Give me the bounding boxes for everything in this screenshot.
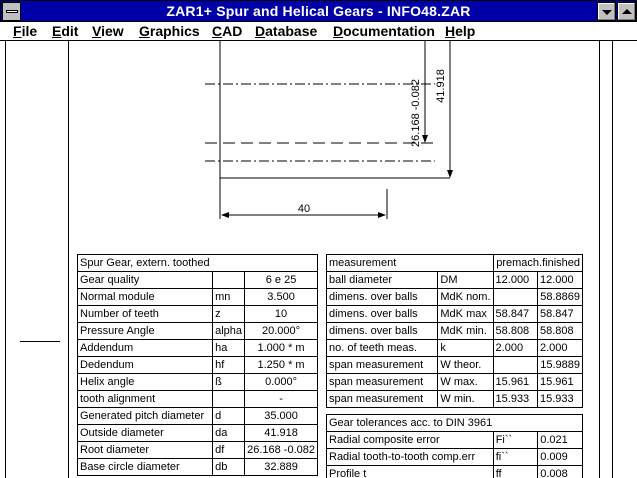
table-cell: 3.500 bbox=[245, 289, 318, 306]
table-cell: 0.008 bbox=[538, 466, 583, 478]
table-cell: MdK max bbox=[438, 306, 493, 323]
table-cell: Pressure Angle bbox=[78, 323, 213, 340]
dim-label-width: 40 bbox=[297, 203, 311, 215]
menu-documentation[interactable]: Documentation bbox=[333, 23, 435, 39]
table-cell bbox=[493, 357, 537, 374]
table-row bbox=[327, 340, 583, 357]
table-cell: MdK min. bbox=[438, 323, 493, 340]
table-cell: 0.009 bbox=[538, 449, 583, 466]
table-row bbox=[327, 415, 583, 432]
table-cell: ß bbox=[213, 374, 245, 391]
table-cell: 15.9889 bbox=[538, 357, 583, 374]
table-cell: 1.250 * m bbox=[245, 357, 318, 374]
table-cell: no. of teeth meas. bbox=[327, 340, 438, 357]
table-row bbox=[327, 374, 583, 391]
table-cell: 1.000 * m bbox=[245, 340, 318, 357]
table-row bbox=[78, 408, 318, 425]
table-cell: 2.000 bbox=[493, 340, 537, 357]
measurement-table bbox=[326, 254, 583, 408]
table-cell: 10 bbox=[245, 306, 318, 323]
table-cell: Gear quality bbox=[78, 272, 213, 289]
table-cell: dimens. over balls bbox=[327, 306, 438, 323]
table-row bbox=[78, 357, 318, 374]
table-cell: span measurement bbox=[327, 374, 438, 391]
table-cell: 2.000 bbox=[538, 340, 583, 357]
table-cell: Dedendum bbox=[78, 357, 213, 374]
table-cell: 32.889 bbox=[245, 459, 318, 476]
gear-data-table bbox=[77, 254, 318, 476]
table-row bbox=[78, 340, 318, 357]
table-cell: 58.847 bbox=[493, 306, 537, 323]
menu-database[interactable]: Database bbox=[255, 23, 318, 39]
table-cell: - bbox=[245, 391, 318, 408]
table-cell: 6 e 25 bbox=[245, 272, 318, 289]
table-cell: db bbox=[213, 459, 245, 476]
table-cell: ball diameter bbox=[327, 272, 438, 289]
menu-graphics[interactable]: Graphics bbox=[139, 23, 200, 39]
table-cell: 35.000 bbox=[245, 408, 318, 425]
dim-label-outer: 41.918 bbox=[435, 69, 447, 103]
table-cell: 15.933 bbox=[493, 391, 537, 408]
table-cell: W max. bbox=[438, 374, 493, 391]
table-cell: fi`` bbox=[493, 449, 538, 466]
table-row bbox=[78, 425, 318, 442]
table-row bbox=[327, 289, 583, 306]
table-cell: 12.000 bbox=[493, 272, 537, 289]
table-cell bbox=[213, 391, 245, 408]
table-cell: W theor. bbox=[438, 357, 493, 374]
table-cell: 15.961 bbox=[493, 374, 537, 391]
table-cell: ha bbox=[213, 340, 245, 357]
table-cell: Outside diameter bbox=[78, 425, 213, 442]
table-cell: Radial tooth-to-tooth comp.err bbox=[327, 449, 494, 466]
table-cell: Radial composite error bbox=[327, 432, 494, 449]
table-cell: DM bbox=[438, 272, 493, 289]
dim-arrow-right bbox=[378, 212, 386, 218]
table-cell: 0.021 bbox=[538, 432, 583, 449]
table-cell: k bbox=[438, 340, 493, 357]
menu-view[interactable]: View bbox=[92, 23, 124, 39]
table-cell: Number of teeth bbox=[78, 306, 213, 323]
table-cell: 58.847 bbox=[538, 306, 583, 323]
menu-cad[interactable]: CAD bbox=[212, 23, 243, 39]
dim-arrow-inner bbox=[422, 135, 428, 143]
table-cell: tooth alignment bbox=[78, 391, 213, 408]
table-cell: ff bbox=[493, 466, 538, 478]
table-row bbox=[327, 466, 583, 478]
table-cell: span measurement bbox=[327, 357, 438, 374]
table-cell bbox=[213, 272, 245, 289]
table-cell: hf bbox=[213, 357, 245, 374]
minimize-arrow-icon bbox=[602, 10, 612, 15]
table-row bbox=[327, 449, 583, 466]
table-row bbox=[78, 459, 318, 476]
table-cell: Profile t bbox=[327, 466, 494, 478]
table-cell: 26.168 -0.082 bbox=[245, 442, 318, 459]
table-cell: Helix angle bbox=[78, 374, 213, 391]
tolerance-table bbox=[326, 414, 583, 478]
dim-label-inner: 26.168 -0.082 bbox=[410, 79, 422, 147]
table-row bbox=[78, 374, 318, 391]
menu-bar bbox=[0, 22, 637, 41]
table-row bbox=[78, 442, 318, 459]
table-cell: Generated pitch diameter bbox=[78, 408, 213, 425]
table-cell: 58.808 bbox=[493, 323, 537, 340]
table-cell: da bbox=[213, 425, 245, 442]
table-cell: df bbox=[213, 442, 245, 459]
table-row bbox=[78, 391, 318, 408]
table-cell: 41.918 bbox=[245, 425, 318, 442]
table-row bbox=[327, 391, 583, 408]
table-cell: 15.933 bbox=[538, 391, 583, 408]
measurement-header: measurement bbox=[327, 255, 494, 272]
table-row bbox=[78, 306, 318, 323]
menu-edit[interactable]: Edit bbox=[52, 23, 79, 39]
document-workspace[interactable] bbox=[0, 41, 637, 478]
table-row bbox=[327, 432, 583, 449]
menu-help[interactable]: Help bbox=[445, 23, 476, 39]
tolerance-table-title: Gear tolerances acc. to DIN 3961 bbox=[327, 415, 583, 432]
menu-file[interactable]: File bbox=[13, 23, 38, 39]
table-row bbox=[327, 255, 583, 272]
table-cell: alpha bbox=[213, 323, 245, 340]
table-row bbox=[78, 255, 318, 272]
measurement-columns-header: premach.finished bbox=[493, 255, 582, 272]
table-row bbox=[78, 289, 318, 306]
table-cell bbox=[493, 289, 537, 306]
table-cell: z bbox=[213, 306, 245, 323]
table-cell: 58.808 bbox=[538, 323, 583, 340]
gear-table-title: Spur Gear, extern. toothed bbox=[78, 255, 318, 272]
table-cell: dimens. over balls bbox=[327, 323, 438, 340]
table-cell: 20.000° bbox=[245, 323, 318, 340]
table-row bbox=[78, 323, 318, 340]
table-cell: 15.961 bbox=[538, 374, 583, 391]
table-cell: dimens. over balls bbox=[327, 289, 438, 306]
table-cell: 12.000 bbox=[538, 272, 583, 289]
table-cell: Fi`` bbox=[493, 432, 538, 449]
table-row bbox=[327, 357, 583, 374]
table-cell: Root diameter bbox=[78, 442, 213, 459]
table-cell: Base circle diameter bbox=[78, 459, 213, 476]
title-bar bbox=[0, 0, 637, 22]
table-row bbox=[327, 323, 583, 340]
table-cell: Normal module bbox=[78, 289, 213, 306]
table-cell: MdK nom. bbox=[438, 289, 493, 306]
maximize-arrow-icon bbox=[622, 9, 632, 14]
dim-arrow-outer bbox=[447, 170, 453, 178]
table-row bbox=[78, 272, 318, 289]
window-title: ZAR1+ Spur and Helical Gears - INFO48.ZAR bbox=[166, 3, 471, 19]
table-row bbox=[327, 272, 583, 289]
table-cell: mn bbox=[213, 289, 245, 306]
table-row bbox=[327, 306, 583, 323]
table-cell: span measurement bbox=[327, 391, 438, 408]
minimize-button[interactable] bbox=[597, 2, 616, 21]
table-cell: W min. bbox=[438, 391, 493, 408]
maximize-button[interactable] bbox=[617, 2, 636, 21]
table-cell: d bbox=[213, 408, 245, 425]
table-cell: 0.000° bbox=[245, 374, 318, 391]
table-cell: Addendum bbox=[78, 340, 213, 357]
table-cell: 58.8869 bbox=[538, 289, 583, 306]
dim-arrow-left bbox=[221, 212, 229, 218]
